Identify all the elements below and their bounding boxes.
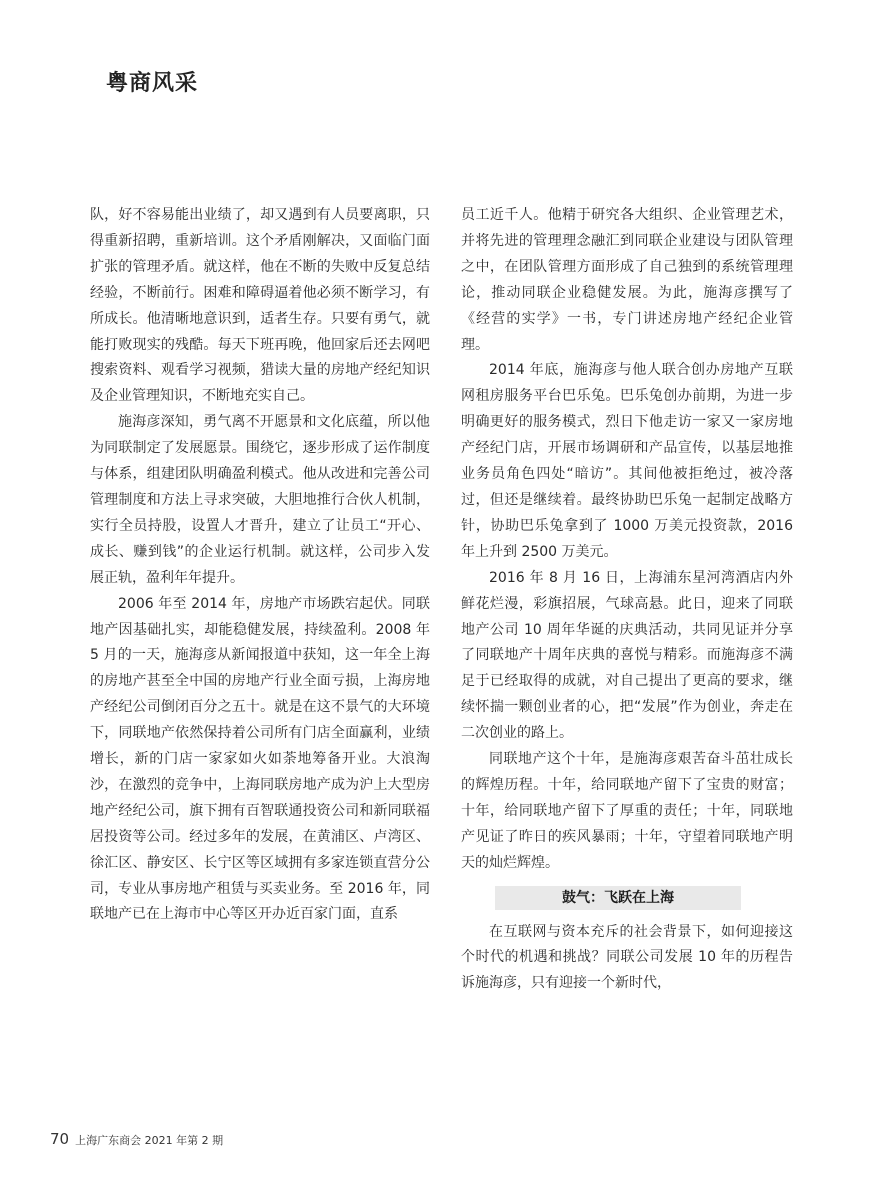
paragraph: 员工近千人。他精于研究各大组织、企业管理艺术，并将先进的管理理念融汇到同联企业建设与团队管理之中，在团队管理方面形成了自己独到的系统管理理论，推动同联企业稳健发展。为此，施海彦撰写了《经营的实学》一书，专门讲述房地产经纪企业管理。 <box>461 207 793 353</box>
section-label: 粤商风采 <box>106 71 199 96</box>
paragraph: 2016 年 8 月 16 日，上海浦东星河湾酒店内外鲜花烂漫，彩旗招展，气球高悬。此日，迎来了同联地产公司 10 周年华诞的庆典活动，共同见证并分享了同联地产十周年庆典的喜悦与精彩。而施海彦不满足于已经取得的成就，对自己提出了更高的要求，继续怀揣一颗创业者的心，把“发展”作为创业，奔走在二次创业的路上。 <box>461 569 793 742</box>
paragraph: 同联地产这个十年，是施海彦艰苦奋斗茁壮成长的辉煌历程。十年，给同联地产留下了宝贵的财富；十年，给同联地产留下了厚重的责任；十年，同联地产见证了昨日的疾风暴雨；十年，守望着同联地产明天的灿烂辉煌。 <box>461 751 793 871</box>
page-footer <box>50 1130 223 1148</box>
publication-name: 上海广东商会 2021 年第 2 期 <box>75 1134 224 1147</box>
paragraph: 施海彦深知，勇气离不开愿景和文化底蕴，所以他为同联制定了发展愿景。围绕它，逐步形成了运作制度与体系，组建团队明确盈利模式。他从改进和完善公司管理制度和方法上寻求突破，大胆地推行合伙人机制，实行全员持股，设置人才晋升，建立了让员工“开心、成长、赚到钱”的企业运行机制。就这样，公司步入发展正轨，盈利年年提升。 <box>90 414 430 586</box>
paragraph: 队，好不容易能出业绩了，却又遇到有人员要离职，只得重新招聘，重新培训。这个矛盾刚解决，又面临门面扩张的管理矛盾。就这样，他在不断的失败中反复总结经验，不断前行。困难和障碍逼着他必须不断学习，有所成长。他清晰地意识到，适者生存。只要有勇气，就能打败现实的残酷。每天下班再晚，他回家后还去网吧搜索资料、观看学习视频，猎读大量的房地产经纪知识及企业管理知识，不断地充实自己。 <box>90 207 430 405</box>
article-column-right <box>461 203 793 997</box>
paragraph: 2014 年底，施海彦与他人联合创办房地产互联网租房服务平台巴乐兔。巴乐兔创办前期，为进一步明确更好的服务模式，烈日下他走访一家又一家房地产经纪门店，开展市场调研和产品宣传，以基层地推业务员角色四处“暗访”。其间他被拒绝过，被冷落过，但还是继续着。最终协助巴乐兔一起制定战略方针，协助巴乐兔拿到了 1000 万美元投资款，2016 年上升到 2500 万美元。 <box>461 362 793 560</box>
article-column-left <box>90 203 430 928</box>
page-number: 70 <box>50 1130 70 1148</box>
paragraph: 在互联网与资本充斥的社会背景下，如何迎接这个时代的机遇和挑战？同联公司发展 10 年的历程告诉施海彦，只有迎接一个新时代， <box>461 923 793 992</box>
paragraph: 2006 年至 2014 年，房地产市场跌宕起伏。同联地产因基础扎实，却能稳健发展，持续盈利。2008 年 5 月的一天，施海彦从新闻报道中获知，这一年全上海的房地产甚至全中国的房地产行业全面亏损，上海房地产经纪公司倒闭百分之五十。就是在这不景气的大环境下，同联地产依然保持着公司所有门店全面赢利，业绩增长，新的门店一家家如火如荼地筹备开业。大浪淘沙，在激烈的竞争中，上海同联房地产成为沪上大型房地产经纪公司，旗下拥有百智联通投资公司和新同联福居投资等公司。经过多年的发展，在黄浦区、卢湾区、徐汇区、静安区、长宁区等区域拥有多家连锁直营分公司，专业从事房地产租赁与买卖业务。至 2016 年，同联地产已在上海市中心等区开办近百家门面，直系 <box>90 595 430 923</box>
section-subheading: 鼓气：飞跃在上海 <box>495 886 741 910</box>
